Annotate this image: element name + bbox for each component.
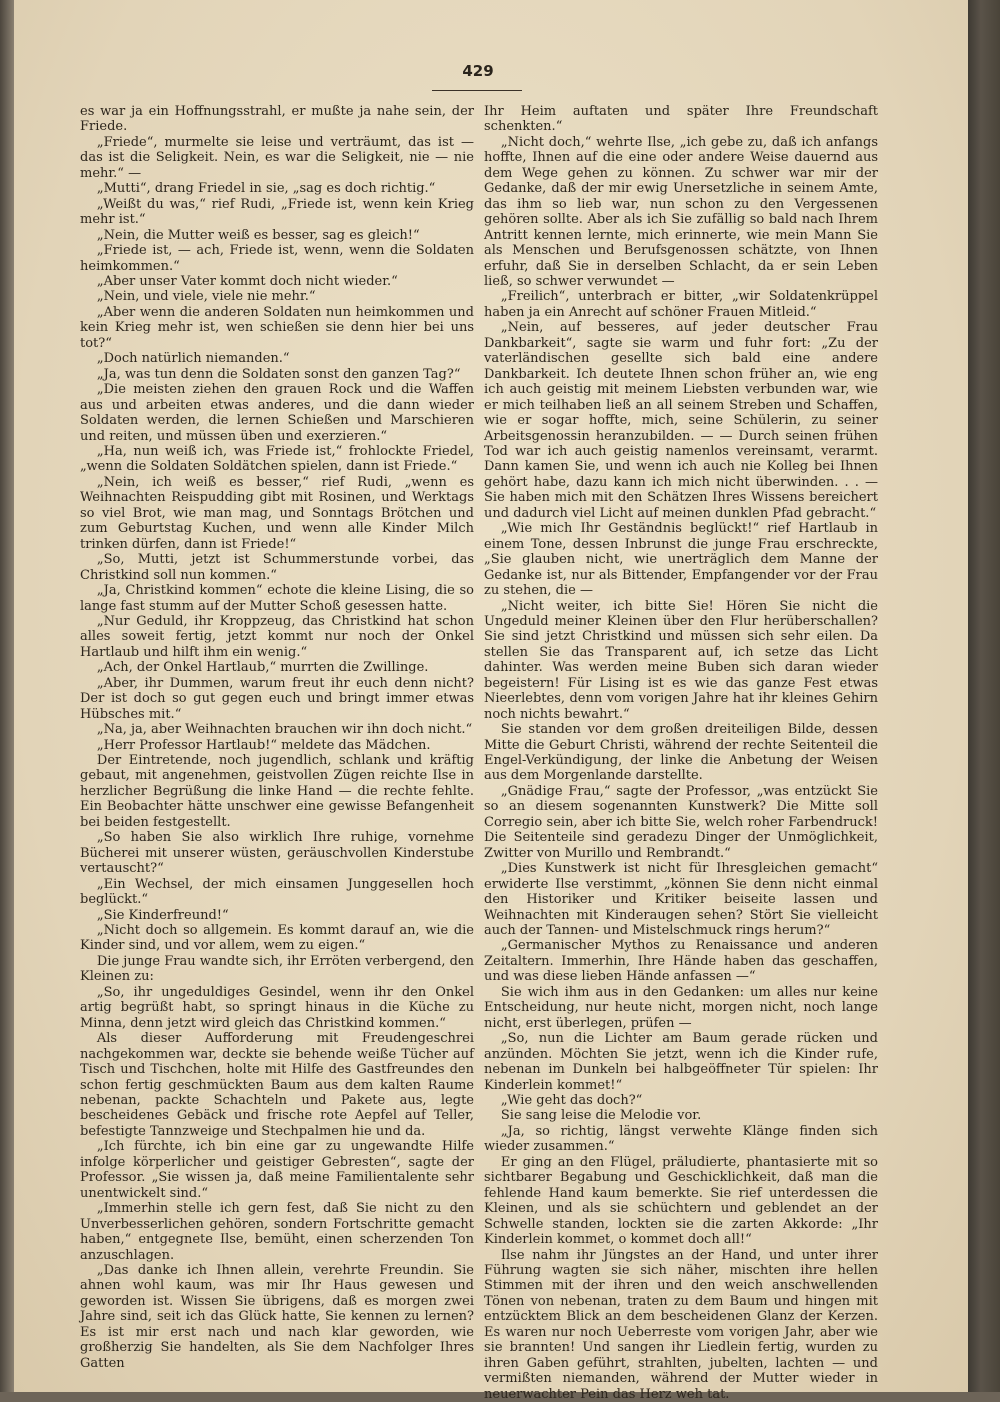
paragraph: „Sie Kinderfreund!“ bbox=[96, 907, 229, 923]
paragraph: Sie standen vor dem großen dreiteiligen Bilde, dessen Mitte die Geburt Christi, während der rechte Seitenteil die Engel-Verkündigung, der linke die Anbetung der Weisen aus dem Morgenlande darstellte. bbox=[484, 722, 878, 784]
page-number: 429 bbox=[462, 62, 494, 80]
paragraph: „Dies Kunstwerk ist nicht für Ihresgleichen gemacht“ erwiderte Ilse verstimmt, „können Sie denn nicht einmal den Historiker und Kritiker beiseite lassen und Weihnachten mit Kinderaugen sehen? Stört Sie vielleicht auch der Tannen- und Mistelschmuck rings herum?“ bbox=[484, 861, 878, 939]
paragraph: Ihr Heim auftaten und später Ihre Freundschaft schenkten.“ bbox=[484, 104, 878, 135]
paragraph: „Die meisten ziehen den grauen Rock und die Waffen aus und arbeiten etwas anderes, und die dann wieder Soldaten werden, die lernen Schießen und Marschieren und reiten, und müssen üben und exerzieren.“ bbox=[80, 382, 474, 444]
paragraph: „Nicht doch,“ wehrte Ilse, „ich gebe zu, daß ich anfangs hoffte, Ihnen auf die eine oder andere Weise dauernd aus dem Wege gehen zu können. Zu schwer war mir der Gedanke, daß der mir ewig Unersetzliche in seinem Amte, das ihm so lieb war, nun schon zu den Vergessenen gehören sollte. Aber als ich Sie zufällig so bald nach Ihrem Antritt kennen lernte, mich erinnerte, wie mein Mann Sie als Menschen und Berufsgenossen schätzte, von Ihnen erfuhr, daß Sie in derselben Schlacht, da er sein Leben ließ, so schwer verwundet — bbox=[484, 134, 878, 289]
paragraph: „Nein, und viele, viele nie mehr.“ bbox=[96, 289, 316, 305]
paragraph: „Wie geht das doch?“ bbox=[500, 1093, 643, 1108]
paragraph: „Nein, die Mutter weiß es besser, sag es gleich!“ bbox=[96, 227, 420, 243]
paragraph: „Ha, nun weiß ich, was Friede ist,“ frohlockte Friedel, „wenn die Soldaten Soldätchen spielen, dann ist Friede.“ bbox=[80, 443, 474, 475]
page-gutter-left bbox=[0, 0, 14, 1392]
paragraph: „Nicht weiter, ich bitte Sie! Hören Sie nicht die Ungeduld meiner Kleinen über den Flur herüberschallen? Sie sind jetzt Christkind und müssen sich sehr eilen. Da stellen Sie das Transparent auf, ich setze das Licht dahinter. Was werden meine Buben sich daran wieder begeistern! Für Lising ist es wie das ganze Fest etwas Nieerlebtes, denn vom vorigen Jahre hat ihr kleines Gehirn noch nichts bewahrt.“ bbox=[484, 598, 878, 722]
book-cover-edge bbox=[968, 0, 1000, 1392]
paragraph: „Ich fürchte, ich bin eine gar zu ungewandte Hilfe infolge körperlicher und geistiger Gebresten“, sagte der Professor. „Sie wissen ja, daß meine Familientalente sehr unentwickelt sind.“ bbox=[80, 1139, 474, 1201]
right-text-column bbox=[484, 104, 878, 1402]
paragraph: „Gnädige Frau,“ sagte der Professor, „was entzückt Sie so an diesem sogenannten Kunstwerk? Die Mitte soll Corregio sein, aber ich bitte Sie, welch roher Farbendruck! Die Seitenteile sind geradezu Dinger der Unmöglichkeit, Zwitter von Murillo und Rembrandt.“ bbox=[484, 783, 878, 861]
paragraph: „Ja, so richtig, längst verwehte Klänge finden sich wieder zusammen.“ bbox=[484, 1123, 878, 1155]
paragraph: „Aber, ihr Dummen, warum freut ihr euch denn nicht? Der ist doch so gut gegen euch und bringt immer etwas Hübsches mit.“ bbox=[80, 675, 474, 722]
paragraph: „Wie mich Ihr Geständnis beglückt!“ rief Hartlaub in einem Tone, dessen Inbrunst die junge Frau erschreckte, „Sie glauben nicht, wie unerträglich dem Manne der Gedanke ist, nur als Bittender, Empfangender vor der Frau zu stehen, die — bbox=[484, 521, 878, 599]
paragraph: Ilse nahm ihr Jüngstes an der Hand, und unter ihrer Führung wagten sie sich näher, mischten ihre hellen Stimmen mit der ihren und den weich anschwellenden Tönen von nebenan, traten zu dem Baum und hingen mit entzücktem Blick an dem bescheidenen Glanz der Kerzen. Es waren nur noch Ueberreste vom vorigen Jahr, aber wie sie brannten! Und sangen ihr Liedlein fertig, wurden zu ihren Gaben geführt, strahlten, jubelten, lachten — und vermißten niemanden, während der Mutter wieder in neuerwachter Pein das Herz weh tat. bbox=[484, 1247, 878, 1402]
paragraph: Sie wich ihm aus in den Gedanken: um alles nur keine Entscheidung, nur heute nicht, morgen nicht, noch lange nicht, erst überlegen, prüfen — bbox=[484, 984, 878, 1031]
paragraph: „So, Mutti, jetzt ist Schummerstunde vorbei, das Christkind soll nun kommen.“ bbox=[80, 552, 474, 583]
paragraph: „Freilich“, unterbrach er bitter, „wir Soldatenkrüppel haben ja ein Anrecht auf schöner Frauen Mitleid.“ bbox=[484, 289, 878, 320]
paragraph: „Friede ist, — ach, Friede ist, wenn, wenn die Soldaten heimkommen.“ bbox=[80, 243, 474, 274]
paragraph: „So, nun die Lichter am Baum gerade rücken und anzünden. Möchten Sie jetzt, wenn ich die Kinder rufe, nebenan im Dunkeln bei halbgeöffneter Tür spielen: Ihr Kinderlein kommet!“ bbox=[484, 1031, 878, 1093]
paragraph: Sie sang leise die Melodie vor. bbox=[500, 1108, 702, 1124]
paragraph: „Ein Wechsel, der mich einsamen Junggesellen hoch beglückt.“ bbox=[80, 876, 474, 908]
paragraph: Als dieser Aufforderung mit Freudengeschrei nachgekommen war, deckte sie behende weiße Tücher auf Tisch und Tischchen, holte mit Hilfe des Gastfreundes den schon fertig geschmückten Baum aus dem kalten Raume nebenan, packte Schachteln und Pakete aus, legte bescheidenes Gebäck und frische rote Aepfel auf Teller, befestigte Tannzweige und Stechpalmen hie und da. bbox=[80, 1031, 474, 1139]
paragraph: „Ja, was tun denn die Soldaten sonst den ganzen Tag?“ bbox=[96, 366, 461, 382]
paragraph: „Nein, ich weiß es besser,“ rief Rudi, „wenn es Weihnachten Reispudding gibt mit Rosinen, und Werktags so viel Brot, wie man mag, und Sonntags Brötchen und zum Geburtstag Kuchen, und wenn alle Kinder Milch trinken dürfen, dann ist Friede!“ bbox=[80, 474, 474, 552]
paragraph: „Aber unser Vater kommt doch nicht wieder.“ bbox=[96, 273, 398, 289]
left-text-column bbox=[80, 104, 474, 1371]
paragraph: „Nein, auf besseres, auf jeder deutscher Frau Dankbarkeit“, sagte sie warm und fuhr fort: „Zu der vaterländischen gesellte sich bald eine andere Dankbarkeit. Ich deutete Ihnen schon früher an, wie eng ich auch geistig mit meinem Liebsten verbunden war, wie er mich teilhaben ließ an all seinem Streben und Schaffen, wie er sogar hoffte, mich, seine Schülerin, zu seiner Arbeitsgenossin heranzubilden. — — Durch seinen frühen Tod war ich auch geistig namenlos vereinsamt, verarmt. Dann kamen Sie, und wenn ich auch nie Kolleg bei Ihnen gehört habe, dazu kann ich mich nicht überwinden. . . — Sie haben mich mit den Schätzen Ihres Wissens bereichert und dadurch viel Licht auf meinen dunklen Pfad gebracht.“ bbox=[484, 320, 878, 521]
paragraph: es war ja ein Hoffnungsstrahl, er mußte ja nahe sein, der Friede. bbox=[80, 104, 474, 135]
paragraph: Er ging an den Flügel, präludierte, phantasierte mit so sichtbarer Begabung und Geschicklichkeit, daß man die fehlende Hand kaum bemerkte. Sie rief unterdessen die Kleinen, und als sie schüchtern und geblendet an der Schwelle standen, lockten sie die zarten Akkorde: „Ihr Kinderlein kommet, o kommet doch all!“ bbox=[484, 1154, 878, 1248]
paragraph: „Aber wenn die anderen Soldaten nun heimkommen und kein Krieg mehr ist, wen schießen sie denn hier bei uns tot?“ bbox=[80, 304, 474, 351]
paragraph: „Weißt du was,“ rief Rudi, „Friede ist, wenn kein Krieg mehr ist.“ bbox=[80, 196, 474, 228]
paragraph: „Ach, der Onkel Hartlaub,“ murrten die Zwillinge. bbox=[96, 660, 429, 676]
paragraph: „Doch natürlich niemanden.“ bbox=[96, 351, 290, 367]
paragraph: „So haben Sie also wirklich Ihre ruhige, vornehme Bücherei mit unserer wüsten, geräuschvollen Kinderstube vertauscht?“ bbox=[80, 830, 474, 877]
paragraph: „Herr Professor Hartlaub!“ meldete das Mädchen. bbox=[96, 737, 431, 753]
paragraph: „Nur Geduld, ihr Kroppzeug, das Christkind hat schon alles soweit fertig, jetzt kommt nur noch der Onkel Hartlaub und hilft ihm ein wenig.“ bbox=[80, 613, 474, 660]
paragraph: „Mutti“, drang Friedel in sie, „sag es doch richtig.“ bbox=[96, 181, 436, 197]
paragraph: Die junge Frau wandte sich, ihr Erröten verbergend, den Kleinen zu: bbox=[80, 953, 474, 985]
paragraph: „So, ihr ungeduldiges Gesindel, wenn ihr den Onkel artig begrüßt habt, so springt hinaus in die Küche zu Minna, denn jetzt wird gleich das Christkind kommen.“ bbox=[80, 984, 474, 1031]
paragraph: Der Eintretende, noch jugendlich, schlank und kräftig gebaut, mit angenehmen, geistvollen Zügen reichte Ilse in herzlicher Begrüßung die linke Hand — die rechte fehlte. Ein Beobachter hätte unschwer eine gewisse Befangenheit bei beiden festgestellt. bbox=[80, 753, 474, 830]
paragraph: „Friede“, murmelte sie leise und verträumt, das ist — das ist die Seligkeit. Nein, es war die Seligkeit, nie — nie mehr.“ — bbox=[80, 134, 474, 181]
paragraph: „Na, ja, aber Weihnachten brauchen wir ihn doch nicht.“ bbox=[96, 722, 473, 738]
paragraph: „Germanischer Mythos zu Renaissance und anderen Zeitaltern. Immerhin, Ihre Hände haben das geschaffen, und was diese lieben Hände anfassen —“ bbox=[484, 938, 878, 985]
paragraph: „Immerhin stelle ich gern fest, daß Sie nicht zu den Unverbesserlichen gehören, sondern Fortschritte gemacht haben,“ entgegnete Ilse, bemüht, einen scherzenden Ton anzuschlagen. bbox=[80, 1201, 474, 1263]
paragraph: „Nicht doch so allgemein. Es kommt darauf an, wie die Kinder sind, und vor allem, wem zu eigen.“ bbox=[80, 923, 474, 954]
paragraph: „Das danke ich Ihnen allein, verehrte Freundin. Sie ahnen wohl kaum, was mir Ihr Haus gewesen und geworden ist. Wissen Sie übrigens, daß es morgen zwei Jahre sind, seit ich das Glück hatte, Sie kennen zu lernen? Es ist mir erst nach und nach klar geworden, wie großherzig Sie handelten, als Sie dem Nachfolger Ihres Gatten bbox=[80, 1262, 474, 1371]
paragraph: „Ja, Christkind kommen“ echote die kleine Lising, die so lange fast stumm auf der Mutter Schoß gesessen hatte. bbox=[80, 583, 474, 614]
header-rule bbox=[432, 90, 522, 91]
